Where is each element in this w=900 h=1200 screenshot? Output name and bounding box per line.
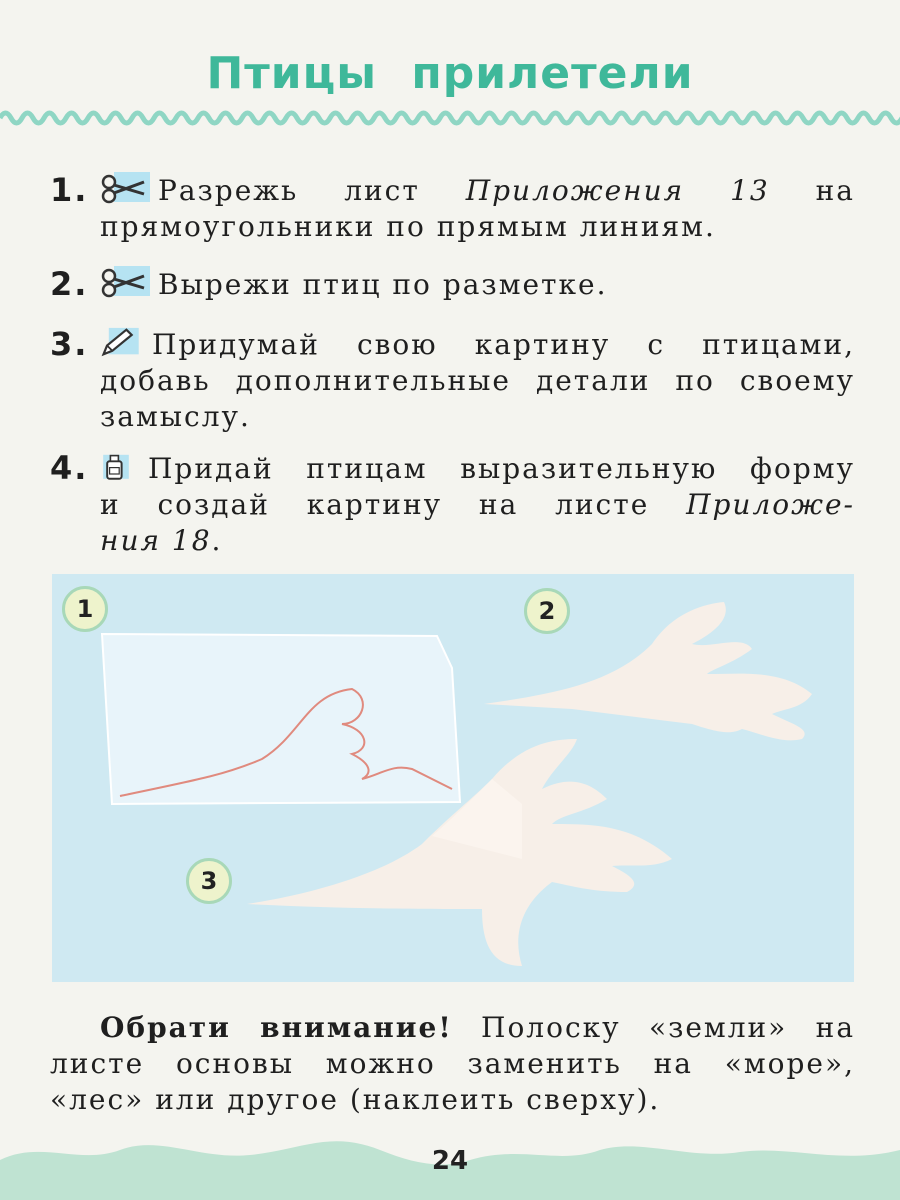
task-number: 2. — [50, 265, 89, 303]
pencil-icon — [100, 326, 144, 358]
folded-paper — [102, 634, 460, 804]
task-text: Вырежи птиц по разметке. — [158, 268, 608, 301]
note-heading: Обрати внимание! — [100, 1011, 453, 1044]
task-4 — [50, 449, 855, 559]
task-number: 1. — [50, 171, 89, 209]
task-1 — [50, 171, 855, 245]
task-text: Разрежь лист — [158, 174, 466, 207]
appendix-ref: ния 18 — [100, 524, 212, 557]
task-text: . — [211, 524, 223, 557]
appendix-ref: Приложения 13 — [465, 174, 770, 207]
note-text: листе основы можно заменить на «море», — [50, 1047, 855, 1080]
task-text: и создай картину на листе — [100, 488, 687, 521]
task-2 — [50, 265, 855, 303]
task-text: замыслу. — [100, 400, 251, 433]
task-text: Придумай свою картину с птицами, — [152, 328, 855, 361]
step-badge-2: 2 — [524, 588, 570, 634]
page-number: 24 — [431, 1146, 469, 1176]
craft-illustration — [52, 574, 854, 982]
task-text: Придай птицам выразительную форму — [148, 452, 855, 485]
task-text: добавь дополнительные детали по своему — [100, 364, 855, 397]
bird-templates-image — [52, 574, 854, 982]
attention-note — [50, 1010, 856, 1118]
appendix-ref: Приложе- — [686, 488, 855, 521]
page-title: Птицы прилетели — [206, 48, 694, 99]
task-3 — [50, 325, 855, 435]
step-badge-1: 1 — [62, 586, 108, 632]
scissors-icon — [100, 172, 150, 204]
task-number: 3. — [50, 325, 89, 363]
task-text: на — [769, 174, 855, 207]
task-text: прямоугольники по прямым линиям. — [100, 210, 716, 243]
task-number: 4. — [50, 449, 89, 487]
wave-divider — [0, 106, 900, 130]
note-text: Полоску «земли» на — [452, 1011, 856, 1044]
glue-icon — [100, 450, 140, 482]
note-text: «лес» или другое (наклеить сверху). — [50, 1083, 661, 1116]
step-badge-3: 3 — [186, 858, 232, 904]
scissors-icon — [100, 266, 150, 298]
